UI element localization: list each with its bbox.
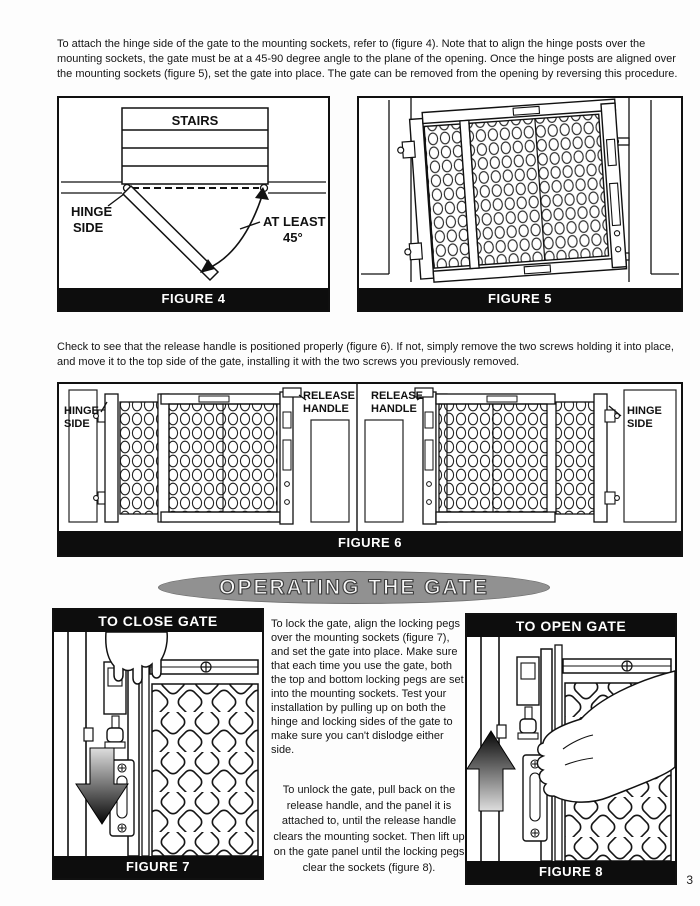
figure4-panel — [57, 96, 330, 312]
left-gate-illustration — [94, 388, 301, 524]
up-arrow-icon — [467, 731, 515, 811]
socket-icon — [84, 728, 93, 741]
center-left-wall — [311, 420, 349, 522]
gate-mesh-panel — [152, 684, 258, 856]
operating-the-gate-banner — [158, 571, 550, 604]
attach-instructions-paragraph: To attach the hinge side of the gate to the mounting sockets, refer to (figure 4). Note that to align the hinge posts over the mounting sockets, the gate must be at a 45-90 degree angle to the plane of the opening. Once the hinge posts are aligned over the mounting sockets (figure 5), set the gate into place. The gate can be removed from the opening by reversing this procedure. — [57, 38, 678, 80]
center-right-wall — [365, 420, 403, 522]
release-handle-label-right: RELEASE HANDLE — [371, 390, 423, 415]
figure8-open-diagram — [467, 637, 675, 861]
release-handle-paragraph: Check to see that the release handle is positioned properly (figure 6). If not, simply remove the two screws holding it into place, and move it to the top side of the gate, installing it with the two screws you previously removed. — [57, 341, 674, 368]
figure8-panel — [465, 613, 677, 885]
stairs-label: STAIRS — [171, 113, 219, 128]
right-doorway-post — [629, 98, 679, 282]
left-doorway-post — [361, 98, 411, 282]
page-number: 3 — [686, 873, 693, 887]
figure4-stairs-diagram — [59, 98, 328, 288]
figure5-gate-diagram — [359, 98, 681, 288]
figure6-caption: FIGURE 6 — [59, 531, 681, 555]
figure7-caption: FIGURE 7 — [54, 856, 262, 878]
release-handle-icon — [283, 388, 301, 397]
to-close-gate-header: TO CLOSE GATE — [54, 610, 262, 632]
to-open-gate-header: TO OPEN GATE — [467, 615, 675, 637]
angled-gate-bar — [123, 186, 218, 280]
release-handle-label-left: RELEASE HANDLE — [303, 390, 355, 415]
hinge-side-label-line1: HINGE — [71, 204, 113, 219]
figure7-panel — [52, 608, 264, 880]
figure4-caption: FIGURE 4 — [59, 288, 328, 310]
banner-title: OPERATING THE GATE — [219, 575, 489, 599]
angle-label-line1: AT LEAST — [263, 214, 326, 229]
hinge-side-label-right: HINGE SIDE — [627, 405, 662, 430]
hand-illustration — [106, 632, 167, 684]
gate-edge-rail — [142, 644, 149, 856]
rail-screw-icon — [622, 661, 632, 671]
figure6-panel — [57, 382, 683, 557]
right-gate-illustration — [415, 388, 619, 524]
figure5-caption: FIGURE 5 — [359, 288, 681, 310]
angle-arc-arrow-icon — [207, 196, 262, 269]
angle-label-line2: 45° — [283, 230, 303, 245]
hinge-side-label-line2: SIDE — [73, 220, 104, 235]
safety-gate-illustration — [395, 99, 626, 284]
unlock-instructions-paragraph: To unlock the gate, pull back on the release handle, and the panel it is attached to, until the release handle clears the mounting socket. Then lift up on the gate panel until the locking pegs clear the sockets (figure 8). — [273, 784, 465, 874]
figure8-caption: FIGURE 8 — [467, 861, 675, 883]
lock-instructions-paragraph: To lock the gate, align the locking pegs over the mounting sockets (figure 7), and set the gate into place. Make sure that each time you use the gate, both the top and bottom locking pegs are set into the mounting sockets. Test your installation by pulling up on both the hinge and locking sides of the gate to make sure you can't dislodge either side. — [271, 618, 464, 756]
figure6-gates-diagram — [59, 384, 681, 531]
rail-screw-icon — [201, 662, 211, 672]
doorway-post — [68, 632, 86, 856]
socket-icon — [497, 725, 506, 738]
figure5-panel — [357, 96, 683, 312]
figure7-close-diagram — [54, 632, 262, 856]
hinge-side-label-left: HINGE SIDE — [64, 405, 99, 430]
